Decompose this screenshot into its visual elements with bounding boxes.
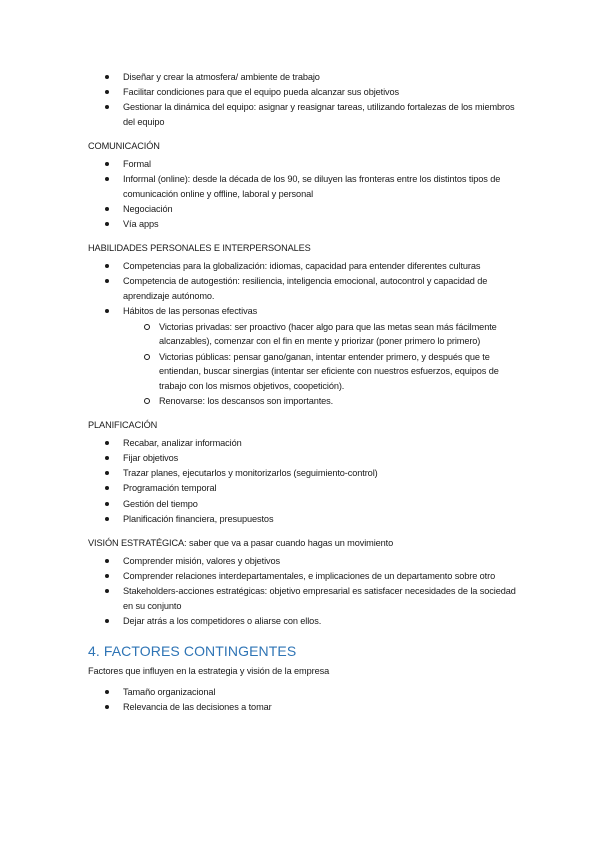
list-item: Informal (online): desde la década de los 90, se diluyen las fronteras entre los distintos tipos de comunicación online y offline, laboral y personal	[88, 172, 518, 201]
bullet-icon	[105, 162, 109, 166]
list-item: Facilitar condiciones para que el equipo pueda alcanzar sus objetivos	[88, 85, 518, 100]
bullet-icon	[105, 441, 109, 445]
sublist-item: Victorias privadas: ser proactivo (hacer algo para que las metas sean más fácilmente alcanzables), comenzar con el fin en mente y priorizar (poner primero lo primero)	[88, 320, 518, 349]
list-item: Programación temporal	[88, 481, 518, 496]
list-habilidades	[88, 259, 518, 409]
list-item: Comprender relaciones interdepartamentales, e implicaciones de un departamento sobre otro	[88, 569, 518, 584]
list-item: Formal	[88, 157, 518, 172]
section-label-habilidades: HABILIDADES PERSONALES E INTERPERSONALES	[88, 242, 311, 253]
bullet-icon	[105, 559, 109, 563]
list-item: Comprender misión, valores y objetivos	[88, 554, 518, 569]
list-top	[88, 70, 518, 130]
section-heading-factores: 4. FACTORES CONTINGENTES	[88, 642, 297, 659]
bullet-icon	[105, 207, 109, 211]
bullet-icon	[105, 502, 109, 506]
bullet-icon	[105, 309, 109, 313]
section-label-comunicacion: COMUNICACIÓN	[88, 140, 160, 151]
list-factores	[88, 685, 518, 715]
list-item: Recabar, analizar información	[88, 436, 518, 451]
list-item: Trazar planes, ejecutarlos y monitorizarlos (seguimiento-control)	[88, 466, 518, 481]
list-comunicacion	[88, 157, 518, 232]
bullet-icon	[105, 486, 109, 490]
bullet-icon	[105, 471, 109, 475]
list-item: Dejar atrás a los competidores o aliarse con ellos.	[88, 614, 518, 629]
bullet-icon	[105, 264, 109, 268]
circle-bullet-icon	[144, 398, 150, 404]
list-item: Competencias para la globalización: idiomas, capacidad para entender diferentes culturas	[88, 259, 518, 274]
bullet-icon	[105, 517, 109, 521]
list-item: Fijar objetivos	[88, 451, 518, 466]
bullet-icon	[105, 619, 109, 623]
section-label-vision: VISIÓN ESTRATÉGICA: saber que va a pasar cuando hagas un movimiento	[88, 537, 394, 548]
section-label-planificacion: PLANIFICACIÓN	[88, 419, 158, 430]
list-item: Gestionar la dinámica del equipo: asignar y reasignar tareas, utilizando fortalezas de los miembros del equipo	[88, 100, 518, 129]
sublist-habitos	[123, 320, 518, 409]
sublist-item: Renovarse: los descansos son importantes.	[88, 394, 518, 409]
bullet-icon	[105, 222, 109, 226]
circle-bullet-icon	[144, 324, 150, 330]
sublist-item: Victorias públicas: pensar gano/ganan, intentar entender primero, y después que te entiendan, buscar sinergias (intentar ser eficiente con nuestros esfuerzos, equipos de trabajo con los mismos objetivos, coopetición).	[88, 350, 518, 394]
list-item: Stakeholders-acciones estratégicas: objetivo empresarial es satisfacer necesidades de la sociedad en su conjunto	[88, 584, 518, 613]
list-item: Tamaño organizacional	[88, 685, 518, 700]
bullet-icon	[105, 690, 109, 694]
bullet-icon	[105, 705, 109, 709]
list-item: Planificación financiera, presupuestos	[88, 512, 518, 527]
bullet-icon	[105, 90, 109, 94]
document-page	[88, 70, 518, 715]
list-item: Vía apps	[88, 217, 518, 232]
bullet-icon	[105, 456, 109, 460]
bullet-icon	[105, 75, 109, 79]
list-item: Competencia de autogestión: resiliencia, inteligencia emocional, autocontrol y capacidad de aprendizaje autónomo.	[88, 274, 518, 303]
list-item: Diseñar y crear la atmosfera/ ambiente de trabajo	[88, 70, 518, 85]
bullet-icon	[105, 279, 109, 283]
list-item: Hábitos de las personas efectivas Victorias privadas: ser proactivo (hacer algo para que las metas sean más fácilmente alcanzables), comenzar con el fin en mente y priorizar (poner primero lo primero) Victorias públicas: pensar gano/ganan, intentar entender primero, y después que te entiendan, buscar sinergias (intentar ser eficiente con nuestros esfuerzos, equipos de trabajo con los mismos objetivos, coopetición). Renovarse: los descansos son importantes.	[88, 304, 518, 409]
section-intro: Factores que influyen en la estrategia y visión de la empresa	[88, 665, 330, 676]
bullet-icon	[105, 177, 109, 181]
circle-bullet-icon	[144, 354, 150, 360]
list-item: Negociación	[88, 202, 518, 217]
list-item: Gestión del tiempo	[88, 497, 518, 512]
list-planificacion	[88, 436, 518, 527]
bullet-icon	[105, 589, 109, 593]
list-vision	[88, 554, 518, 629]
bullet-icon	[105, 105, 109, 109]
list-item: Relevancia de las decisiones a tomar	[88, 700, 518, 715]
bullet-icon	[105, 574, 109, 578]
